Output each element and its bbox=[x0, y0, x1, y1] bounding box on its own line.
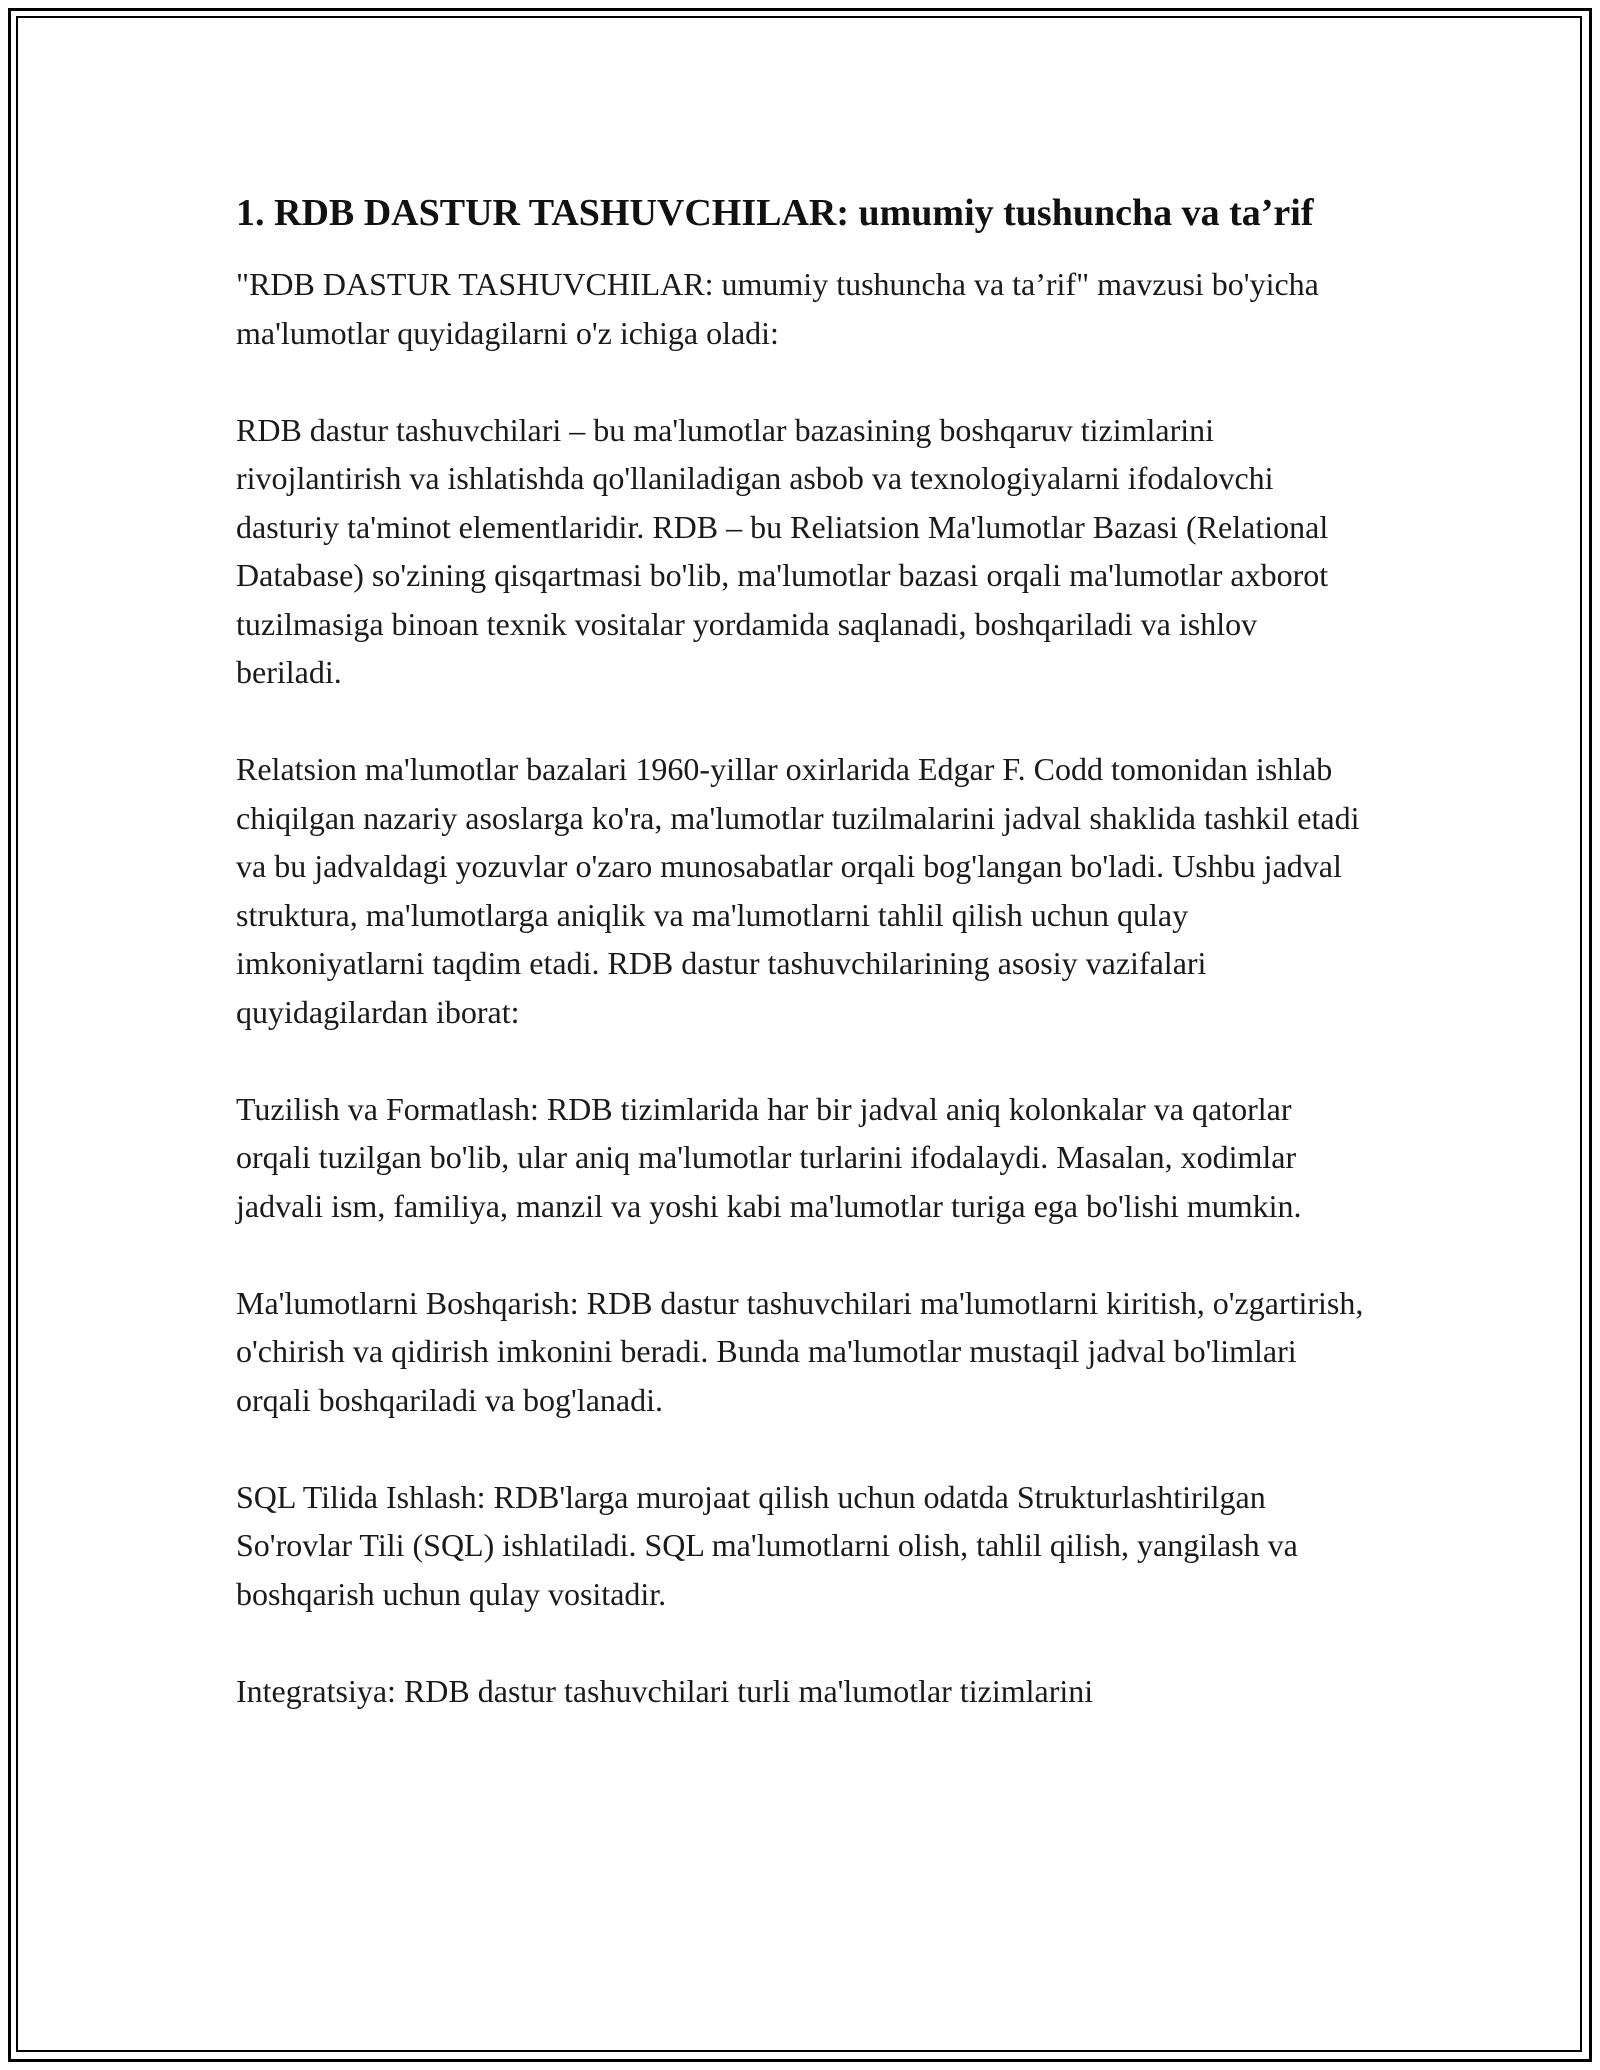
paragraph-intro: "RDB DASTUR TASHUVCHILAR: umumiy tushuncha va ta’rif" mavzusi bo'yicha ma'lumotlar quyidagilarni o'z ichiga oladi: bbox=[236, 266, 1319, 351]
paragraph-integration: Integratsiya: RDB dastur tashuvchilari turli ma'lumotlar tizimlarini bbox=[236, 1672, 1094, 1709]
paragraph-sql: SQL Tilida Ishlash: RDB'larga murojaat qilish uchun odatda Strukturlashtirilgan So'rovlar Tili (SQL) ishlatiladi. SQL ma'lumotlarni olish, tahlil qilish, yangilash va boshqarish uchun qulay vositadir. bbox=[236, 1478, 1298, 1612]
section-heading: 1. RDB DASTUR TASHUVCHILAR: umumiy tushuncha va ta’rif bbox=[236, 192, 1314, 234]
paragraph-history: Relatsion ma'lumotlar bazalari 1960-yillar oxirlarida Edgar F. Codd tomonidan ishlab chiqilgan nazariy asoslarga ko'ra, ma'lumotlar tuzilmalarini jadval shaklida tashkil etadi va bu jadvaldagi yozuvlar o'zaro munosabatlar orqali bog'langan bo'ladi. Ushbu jadval struktura, ma'lumotlarga aniqlik va ma'lumotlarni tahlil qilish uchun qulay imkoniyatlarni taqdim etadi. RDB dastur tashuvchilarining asosiy vazifalari quyidagilardan iborat: bbox=[236, 751, 1360, 1030]
paragraph-management: Ma'lumotlarni Boshqarish: RDB dastur tashuvchilari ma'lumotlarni kiritish, o'zgartirish, o'chirish va qidirish imkonini beradi. Bunda ma'lumotlar mustaqil jadval bo'limlari orqali boshqariladi va bog'lanadi. bbox=[236, 1284, 1364, 1418]
document-body bbox=[236, 186, 1366, 1764]
paragraph-structure: Tuzilish va Formatlash: RDB tizimlarida har bir jadval aniq kolonkalar va qatorlar orqali tuzilgan bo'lib, ular aniq ma'lumotlar turlarini ifodalaydi. Masalan, xodimlar jadvali ism, familiya, manzil va yoshi kabi ma'lumotlar turiga ega bo'lishi mumkin. bbox=[236, 1090, 1302, 1224]
paragraph-definition: RDB dastur tashuvchilari – bu ma'lumotlar bazasining boshqaruv tizimlarini rivojlantirish va ishlatishda qo'llaniladigan asbob va texnologiyalarni ifodalovchi dasturiy ta'minot elementlaridir. RDB – bu Reliatsion Ma'lumotlar Bazasi (Relational Database) so'zining qisqartmasi bo'lib, ma'lumotlar bazasi orqali ma'lumotlar axborot tuzilmasiga binoan texnik vositalar yordamida saqlanadi, boshqariladi va ishlov beriladi. bbox=[236, 411, 1329, 690]
